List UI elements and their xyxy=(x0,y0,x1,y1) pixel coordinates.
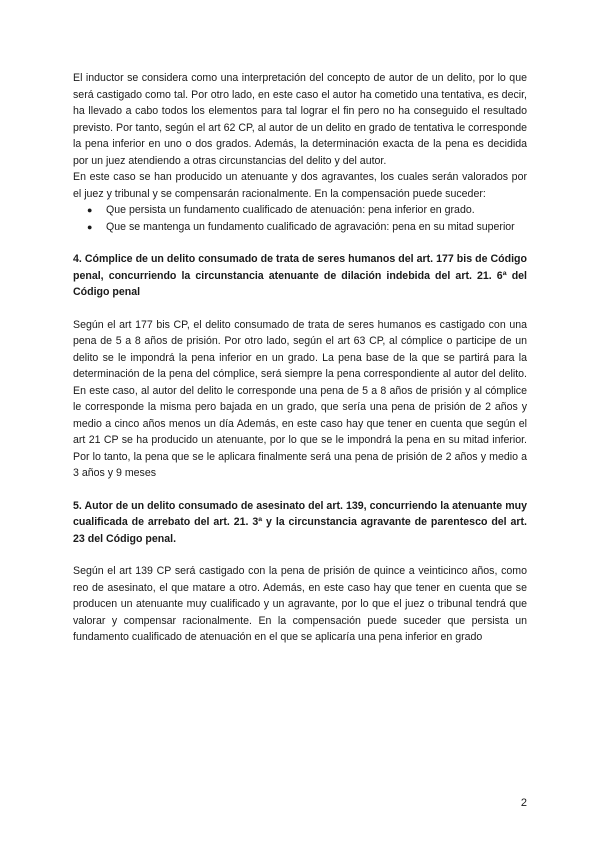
bullet-item xyxy=(73,202,527,219)
spacer xyxy=(73,547,527,563)
spacer xyxy=(73,235,527,251)
bullet-text: Que se mantenga un fundamento cualificado de agravación: pena en su mitad superior xyxy=(106,220,515,233)
section-5-heading: 5. Autor de un delito consumado de asesinato del art. 139, concurriendo la atenuante muy cualificada de arrebato del art. 21. 3ª y la circunstancia agravante de parentesco del art. 23 del Código penal. xyxy=(73,499,527,545)
spacer xyxy=(73,301,527,317)
spacer xyxy=(73,482,527,498)
section-5-body: Según el art 139 CP será castigado con la pena de prisión de quince a veinticinco años, como reo de asesinato, el que matare a otro. Además, en este caso hay que tener en cuenta que se producen un atenuante muy cualificado y un agravante, por lo que el juez o tribunal tendrá que valorar y compensar racionalmente. En la compensación puede suceder que persista un fundamento cualificado de atenuación en el que se aplicaría una pena inferior en grado xyxy=(73,565,527,643)
bullet-text: Que persista un fundamento cualificado de atenuación: pena inferior en grado. xyxy=(106,204,475,216)
intro-paragraph-1: El inductor se considera como una interpretación del concepto de autor de un delito, por lo que será castigado como tal. Por otro lado, en este caso el autor ha cometido una tentativa, es decir, ha llevado a cabo todos los elementos para tal lograr el fin pero no ha conseguido el resultado previsto. Por tanto, según el art 62 CP, al autor de un delito en grado de tentativa le corresponde la pena inferior en uno o dos grados. Además, la determinación exacta de la pena es decidida por un juez atendiendo a otras circunstancias del delito y del autor. xyxy=(73,72,527,167)
bullet-icon: ● xyxy=(87,221,93,232)
bullet-list xyxy=(73,202,527,235)
bullet-icon: ● xyxy=(87,205,93,215)
bullet-item xyxy=(73,219,527,236)
section-4-body: Según el art 177 bis CP, el delito consumado de trata de seres humanos es castigado con una pena de 5 a 8 años de prisión. Por otro lado, según el art 63 CP, al cómplice o participe de un delito se le impondrá la pena inferior en un grado. La pena base de la que se partirá para la determinación de la pena del cómplice, será siempre la pena correspondiente al autor del delito. En este caso, al autor del delito le corresponde una pena de 5 a 8 años de prisión y al cómplice le corresponde la misma pero bajada en un grado, que sería una pena de prisión de 2 años y medio a cinco años menos un día Además, en este caso hay que tener en cuenta que según el art 21 CP se ha producido un atenuante, por lo que se le impondrá la pena en su mitad inferior. Por lo tanto, la pena que se le aplicara finalmente será una pena de prisión de 2 años y medio a 3 años y 9 meses xyxy=(73,318,527,479)
intro-paragraph-2: En este caso se han producido un atenuante y dos agravantes, los cuales serán valorados por el juez y tribunal y se compensarán racionalmente. En la compensación puede suceder: xyxy=(73,171,527,200)
page-number: 2 xyxy=(520,797,527,809)
section-4-heading: 4. Cómplice de un delito consumado de trata de seres humanos del art. 177 bis de Código penal, concurriendo la circunstancia atenuante de dilación indebida del art. 21. 6ª del Código penal xyxy=(73,253,527,298)
page-content xyxy=(73,70,527,646)
